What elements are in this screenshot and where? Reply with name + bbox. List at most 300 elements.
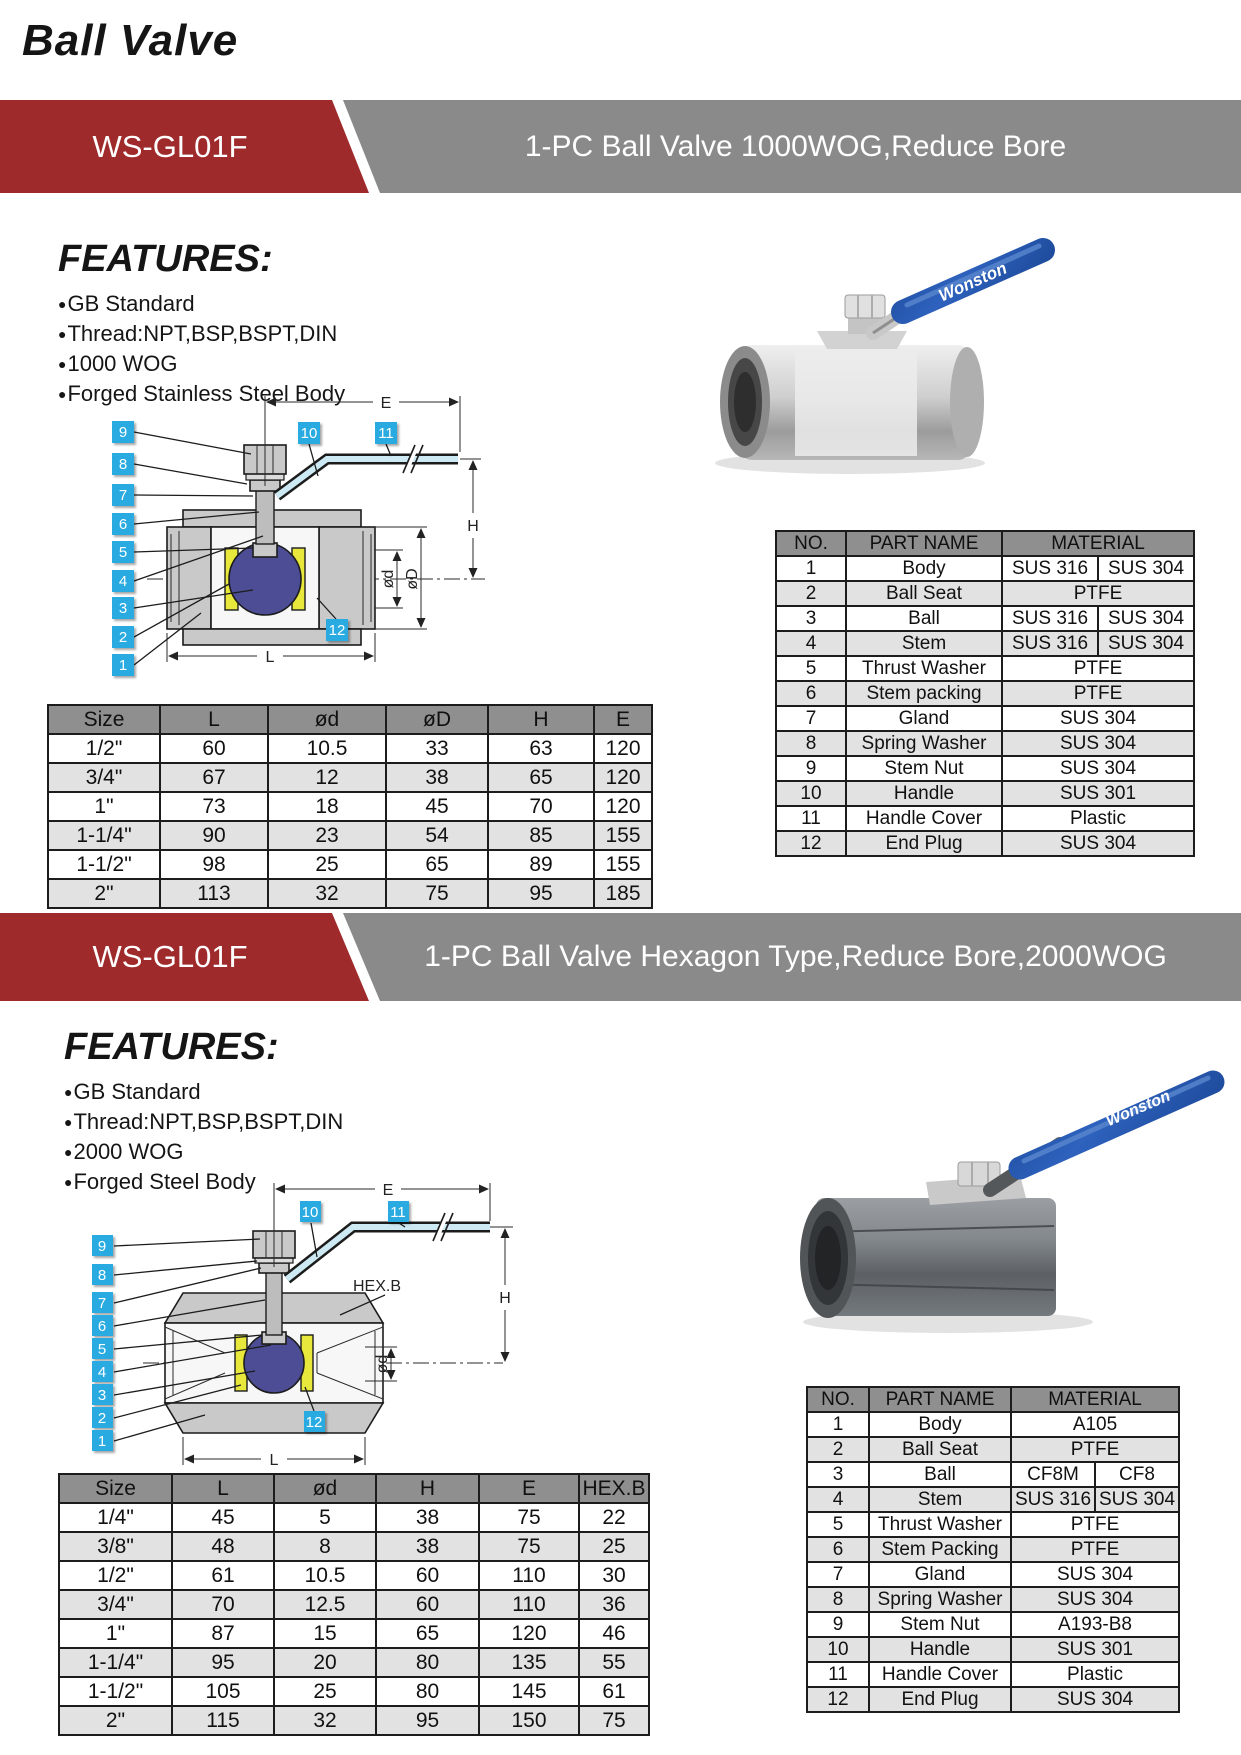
cell: 65 [488, 763, 594, 792]
cell: Ball [869, 1462, 1011, 1487]
header-row [59, 1474, 649, 1503]
cell: 22 [579, 1503, 649, 1532]
header-row [807, 1387, 1179, 1412]
callout-9 [92, 1235, 113, 1256]
size-table-1 [47, 704, 653, 909]
size-table-2 [58, 1473, 650, 1736]
svg-text:1: 1 [118, 657, 128, 674]
cell: 15 [274, 1619, 376, 1648]
cell: 11 [807, 1662, 869, 1687]
cell: 1-1/4" [48, 821, 160, 850]
cell: 4 [807, 1487, 869, 1512]
callout-8 [92, 1264, 113, 1285]
cell: SUS 316 [1002, 606, 1098, 631]
cell: 1" [48, 792, 160, 821]
col-part-name: PART NAME [869, 1387, 1011, 1412]
cell: 6 [807, 1537, 869, 1562]
cell: SUS 304 [1098, 631, 1194, 656]
features-heading: FEATURES: [58, 238, 273, 280]
callout-5 [92, 1338, 113, 1359]
table-row [807, 1637, 1179, 1662]
cell: Spring Washer [869, 1587, 1011, 1612]
svg-text:9: 9 [118, 424, 128, 441]
col-material: MATERIAL [1002, 531, 1194, 556]
table-row [807, 1562, 1179, 1587]
col-size: Size [48, 705, 160, 734]
col-no: NO. [807, 1387, 869, 1412]
cell: 45 [172, 1503, 274, 1532]
table-row [807, 1412, 1179, 1437]
cell: 25 [579, 1532, 649, 1561]
dim-HEXB: HEX.B [352, 1278, 402, 1295]
callout-10 [298, 422, 320, 444]
stem [256, 490, 274, 544]
col-L: L [172, 1474, 274, 1503]
product-photo-1 [645, 200, 1065, 490]
cell: 12 [776, 831, 846, 856]
table-row [48, 821, 652, 850]
feature-item: ●Thread:NPT,BSP,BSPT,DIN [58, 321, 338, 346]
cell: 80 [376, 1677, 479, 1706]
table-row [59, 1677, 649, 1706]
cell: 60 [160, 734, 268, 763]
cell: 1-1/4" [59, 1648, 172, 1677]
dim-oD: øD [404, 568, 421, 590]
dim-E: E [382, 1182, 394, 1199]
col-size: Size [59, 1474, 172, 1503]
cell: Gland [846, 706, 1002, 731]
cell: SUS 316 [1011, 1487, 1095, 1512]
cell: 48 [172, 1532, 274, 1561]
cell: 10 [776, 781, 846, 806]
col-E: E [594, 705, 652, 734]
cell: 145 [479, 1677, 579, 1706]
table-row [807, 1437, 1179, 1462]
cell: 150 [479, 1706, 579, 1735]
svg-text:5: 5 [118, 544, 128, 561]
svg-text:7: 7 [97, 1295, 107, 1312]
cell: 80 [376, 1648, 479, 1677]
cell: Handle Cover [869, 1662, 1011, 1687]
section1-banner [0, 100, 1241, 193]
cell: 18 [268, 792, 386, 821]
table-row [807, 1687, 1179, 1712]
cell: 38 [376, 1532, 479, 1561]
bullet-icon: ● [64, 1174, 73, 1190]
cell: SUS 304 [1002, 756, 1194, 781]
cell: 55 [579, 1648, 649, 1677]
cell: 45 [386, 792, 488, 821]
cell: 11 [776, 806, 846, 831]
cell: Ball Seat [846, 581, 1002, 606]
cell: 10 [807, 1637, 869, 1662]
callout-7 [92, 1292, 113, 1313]
cell: 98 [160, 850, 268, 879]
bullet-icon: ● [64, 1114, 73, 1130]
model-code: WS-GL01F [92, 939, 248, 974]
callout-6 [112, 513, 134, 535]
svg-text:12: 12 [305, 1414, 323, 1431]
table-row [807, 1612, 1179, 1637]
cell: CF8M [1011, 1462, 1095, 1487]
cell: 105 [172, 1677, 274, 1706]
cell: 63 [488, 734, 594, 763]
svg-text:4: 4 [97, 1364, 107, 1381]
table-row [59, 1648, 649, 1677]
cell: 1 [807, 1412, 869, 1437]
cell: PTFE [1002, 656, 1194, 681]
stem-nut [845, 295, 885, 318]
product-name: 1-PC Ball Valve Hexagon Type,Reduce Bore,2000WOG [424, 940, 1167, 973]
cell: 1-1/2" [48, 850, 160, 879]
cell: 9 [807, 1612, 869, 1637]
cell: Handle Cover [846, 806, 1002, 831]
svg-text:6: 6 [118, 516, 128, 533]
header-row [776, 531, 1194, 556]
table-row [776, 731, 1194, 756]
cell: 110 [479, 1561, 579, 1590]
cell: 61 [172, 1561, 274, 1590]
cell: Gland [869, 1562, 1011, 1587]
cell: 120 [479, 1619, 579, 1648]
table-row [48, 792, 652, 821]
col-no: NO. [776, 531, 846, 556]
cell: A193-B8 [1011, 1612, 1179, 1637]
cell: 95 [488, 879, 594, 908]
cell: 23 [268, 821, 386, 850]
cell: 75 [579, 1706, 649, 1735]
col-H: H [488, 705, 594, 734]
col-HEXB: HEX.B [579, 1474, 649, 1503]
cell: 120 [594, 763, 652, 792]
table-row [776, 606, 1194, 631]
cell: 32 [274, 1706, 376, 1735]
table-row [776, 656, 1194, 681]
cell: 5 [807, 1512, 869, 1537]
callout-5 [112, 541, 134, 563]
dim-H: H [467, 518, 479, 535]
col-E: E [479, 1474, 579, 1503]
cell: 185 [594, 879, 652, 908]
bullet-icon: ● [58, 386, 67, 402]
dim-od: ød [374, 1354, 391, 1374]
cell: SUS 316 [1002, 631, 1098, 656]
parts-table-1 [775, 530, 1195, 857]
stem [266, 1271, 282, 1335]
cell: SUS 304 [1002, 731, 1194, 756]
cell: 2 [807, 1437, 869, 1462]
cell: 155 [594, 850, 652, 879]
feature-item: ●2000 WOG [64, 1139, 184, 1164]
cell: 5 [776, 656, 846, 681]
table-row [59, 1503, 649, 1532]
svg-text:1: 1 [97, 1433, 107, 1450]
cell: 155 [594, 821, 652, 850]
features-heading: FEATURES: [64, 1026, 279, 1068]
table-row [48, 763, 652, 792]
cell: 70 [488, 792, 594, 821]
cell: Ball [846, 606, 1002, 631]
feature-item: ●GB Standard [64, 1079, 201, 1104]
cell: SUS 304 [1011, 1687, 1179, 1712]
dim-E: E [380, 395, 392, 412]
table-row [776, 806, 1194, 831]
callout-3 [112, 597, 134, 619]
svg-text:4: 4 [118, 573, 128, 590]
table-row [807, 1537, 1179, 1562]
table-row [776, 556, 1194, 581]
svg-text:8: 8 [97, 1267, 107, 1284]
dim-od: ød [380, 569, 397, 589]
cell: Thrust Washer [869, 1512, 1011, 1537]
cell: 25 [268, 850, 386, 879]
product-name: 1-PC Ball Valve 1000WOG,Reduce Bore [524, 129, 1067, 163]
cell: 73 [160, 792, 268, 821]
cell: 7 [776, 706, 846, 731]
cell: SUS 304 [1095, 1487, 1179, 1512]
cell: Stem [869, 1487, 1011, 1512]
col-L: L [160, 705, 268, 734]
callout-12 [326, 619, 348, 641]
cell: 32 [268, 879, 386, 908]
cell: 2" [48, 879, 160, 908]
cell: 25 [274, 1677, 376, 1706]
body-bottom-face [165, 1403, 383, 1433]
cell: 85 [488, 821, 594, 850]
cell: Body [846, 556, 1002, 581]
valve-cross-section-diagram-1 [55, 338, 665, 683]
section2-banner [0, 913, 1241, 1001]
dim-L: L [265, 649, 275, 666]
callout-1 [92, 1430, 113, 1451]
cell: 67 [160, 763, 268, 792]
cell: 12 [268, 763, 386, 792]
cell: 12 [807, 1687, 869, 1712]
cell: SUS 304 [1002, 831, 1194, 856]
table-row [59, 1590, 649, 1619]
svg-text:8: 8 [118, 456, 128, 473]
callout-7 [112, 484, 134, 506]
cell: 95 [172, 1648, 274, 1677]
cell: SUS 304 [1098, 556, 1194, 581]
callout-6 [92, 1315, 113, 1336]
callout-9 [112, 421, 134, 443]
cell: 75 [479, 1532, 579, 1561]
table-row [776, 781, 1194, 806]
svg-text:3: 3 [97, 1387, 107, 1404]
callout-1 [112, 654, 134, 676]
cell: 1-1/2" [59, 1677, 172, 1706]
cell: SUS 301 [1011, 1637, 1179, 1662]
callout-3 [92, 1384, 113, 1405]
cell: Stem [846, 631, 1002, 656]
cell: 5 [274, 1503, 376, 1532]
cell: 60 [376, 1561, 479, 1590]
cell: SUS 301 [1002, 781, 1194, 806]
bullet-icon: ● [64, 1144, 73, 1160]
cell: 8 [776, 731, 846, 756]
cell: Stem Nut [846, 756, 1002, 781]
table-row [776, 581, 1194, 606]
cell: Plastic [1011, 1662, 1179, 1687]
col-material: MATERIAL [1011, 1387, 1179, 1412]
callout-10 [300, 1201, 321, 1222]
cell: SUS 304 [1011, 1587, 1179, 1612]
cell: A105 [1011, 1412, 1179, 1437]
model-code: WS-GL01F [92, 128, 248, 164]
cell: 65 [386, 850, 488, 879]
svg-text:10: 10 [300, 425, 318, 442]
table-row [807, 1662, 1179, 1687]
table-row [59, 1619, 649, 1648]
product-photo-2 [758, 1040, 1238, 1340]
cell: 4 [776, 631, 846, 656]
cell: 3 [807, 1462, 869, 1487]
col-oD: øD [386, 705, 488, 734]
cell: 2" [59, 1706, 172, 1735]
cell: 120 [594, 734, 652, 763]
col-part-name: PART NAME [846, 531, 1002, 556]
cell: PTFE [1011, 1512, 1179, 1537]
table-row [776, 681, 1194, 706]
cell: 110 [479, 1590, 579, 1619]
feature-item: ●1000 WOG [58, 351, 178, 376]
table-row [776, 756, 1194, 781]
cell: 33 [386, 734, 488, 763]
cell: 3/4" [48, 763, 160, 792]
cell: 120 [594, 792, 652, 821]
feature-item: ●Thread:NPT,BSP,BSPT,DIN [64, 1109, 344, 1134]
cell: PTFE [1011, 1437, 1179, 1462]
dim-L: L [269, 1452, 279, 1469]
cell: 3/4" [59, 1590, 172, 1619]
cell: 7 [807, 1562, 869, 1587]
cell: 9 [776, 756, 846, 781]
cell: 1/2" [59, 1561, 172, 1590]
svg-text:11: 11 [390, 1204, 406, 1221]
bullet-icon: ● [58, 296, 67, 312]
callout-11 [375, 422, 397, 444]
valve-cross-section-diagram-2 [55, 1175, 665, 1475]
cell: Stem Nut [869, 1612, 1011, 1637]
cell: 46 [579, 1619, 649, 1648]
cell: PTFE [1011, 1537, 1179, 1562]
svg-text:9: 9 [97, 1238, 107, 1255]
svg-text:11: 11 [378, 425, 394, 442]
feature-item: ●GB Standard [58, 291, 195, 316]
svg-text:5: 5 [97, 1341, 107, 1358]
table-row [776, 831, 1194, 856]
svg-text:7: 7 [118, 487, 128, 504]
cell: CF8 [1095, 1462, 1179, 1487]
cell: PTFE [1002, 581, 1194, 606]
parts-table-2 [806, 1386, 1180, 1713]
cell: 1/2" [48, 734, 160, 763]
cell: Ball Seat [869, 1437, 1011, 1462]
cell: 75 [386, 879, 488, 908]
cell: Handle [846, 781, 1002, 806]
cell: 3/8" [59, 1532, 172, 1561]
cell: 1 [776, 556, 846, 581]
table-row [48, 850, 652, 879]
cell: 95 [376, 1706, 479, 1735]
cell: 38 [376, 1503, 479, 1532]
cell: 65 [376, 1619, 479, 1648]
stem-slot [253, 543, 277, 557]
cell: SUS 304 [1098, 606, 1194, 631]
col-od: ød [274, 1474, 376, 1503]
callout-12 [304, 1411, 325, 1432]
cell: Thrust Washer [846, 656, 1002, 681]
svg-text:2: 2 [97, 1410, 107, 1427]
cell: 135 [479, 1648, 579, 1677]
section2-features [64, 1026, 343, 1197]
page-title: Ball Valve [22, 16, 239, 65]
cell: 89 [488, 850, 594, 879]
callout-2 [92, 1407, 113, 1428]
cell: 2 [776, 581, 846, 606]
cell: Body [869, 1412, 1011, 1437]
svg-text:6: 6 [97, 1318, 107, 1335]
table-row [807, 1512, 1179, 1537]
table-row [59, 1532, 649, 1561]
svg-text:12: 12 [328, 622, 346, 639]
cell: Handle [869, 1637, 1011, 1662]
cell: PTFE [1002, 681, 1194, 706]
table-row [807, 1587, 1179, 1612]
col-H: H [376, 1474, 479, 1503]
table-row [59, 1561, 649, 1590]
col-od: ød [268, 705, 386, 734]
cell: 90 [160, 821, 268, 850]
cell: 113 [160, 879, 268, 908]
cell: 38 [386, 763, 488, 792]
table-row [776, 631, 1194, 656]
callout-2 [112, 626, 134, 648]
cell: 60 [376, 1590, 479, 1619]
cell: Spring Washer [846, 731, 1002, 756]
cell: 8 [807, 1587, 869, 1612]
svg-text:3: 3 [118, 600, 128, 617]
cell: 1/4" [59, 1503, 172, 1532]
cell: Stem Packing [869, 1537, 1011, 1562]
svg-text:2: 2 [118, 629, 128, 646]
cell: 8 [274, 1532, 376, 1561]
cell: 36 [579, 1590, 649, 1619]
table-row [807, 1487, 1179, 1512]
bullet-icon: ● [58, 326, 67, 342]
table-row [807, 1462, 1179, 1487]
bullet-icon: ● [64, 1084, 73, 1100]
header-row [48, 705, 652, 734]
cell: 10.5 [268, 734, 386, 763]
cell: 30 [579, 1561, 649, 1590]
cell: SUS 304 [1011, 1562, 1179, 1587]
cell: End Plug [846, 831, 1002, 856]
bullet-icon: ● [58, 356, 67, 372]
cell: SUS 304 [1002, 706, 1194, 731]
cell: End Plug [869, 1687, 1011, 1712]
feature-item: ●Forged Stainless Steel Body [58, 381, 346, 406]
table-row [59, 1706, 649, 1735]
cell: Plastic [1002, 806, 1194, 831]
table-row [48, 879, 652, 908]
cell: 115 [172, 1706, 274, 1735]
right-port [319, 527, 375, 629]
cell: 12.5 [274, 1590, 376, 1619]
cell: 10.5 [274, 1561, 376, 1590]
cell: 75 [479, 1503, 579, 1532]
